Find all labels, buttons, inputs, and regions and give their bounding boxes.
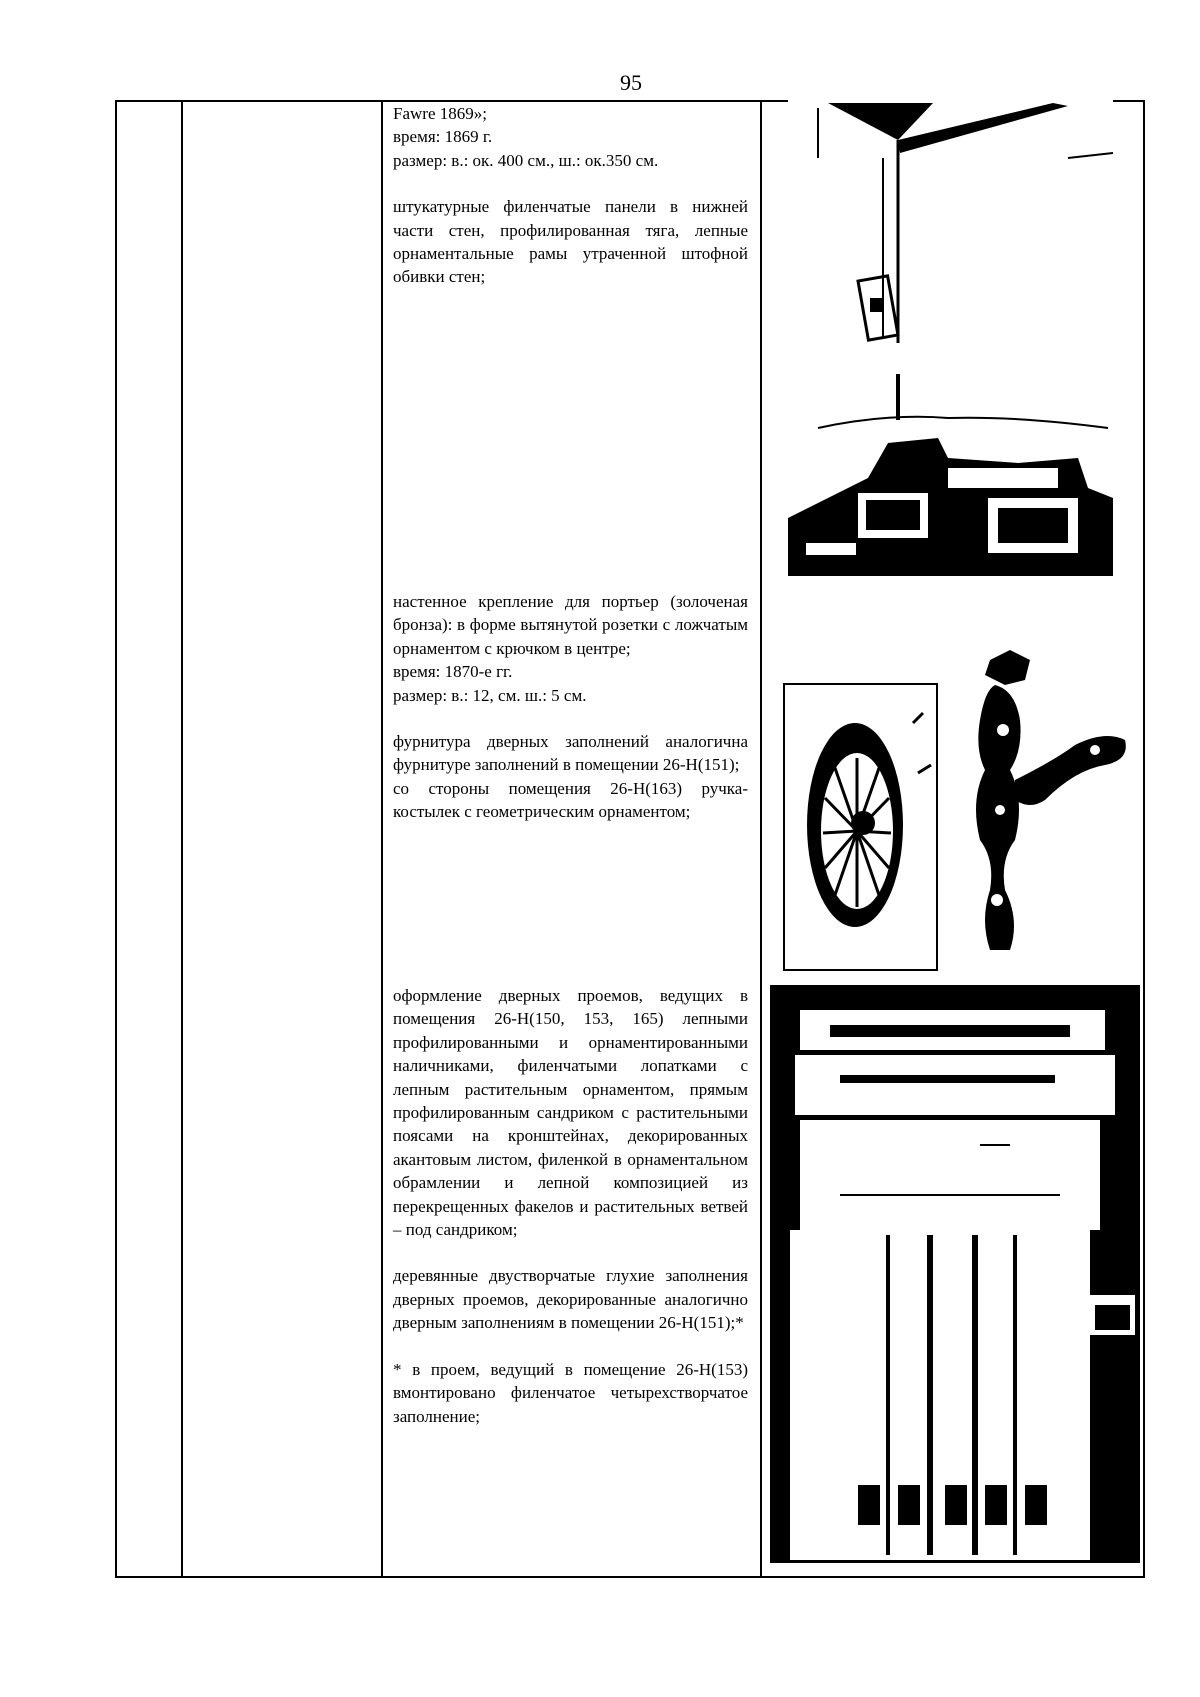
curtain-mount-description: настенное крепление для портьер (золоченая бронза): в форме вытянутой розетки с ложчатым орнаментом с крючком в центре; <box>393 592 748 658</box>
photo-curtain-rosette <box>783 683 938 971</box>
caption-line: Fawre 1869»; <box>393 104 487 123</box>
doorways-description: оформление дверных проемов, ведущих в помещения 26-Н(150, 153, 165) лепными профилированными и орнаментированными наличниками, филенчатыми лопатками с лепным растительным орнаментом, прямым профилированным сандриком с растительными поясами на кронштейнах, декорированных акантовым листом, филенкой в орнаментальном обрамлении и лепной композицией из перекрещенных факелов и растительных ветвей – под сандриком; <box>393 986 748 1240</box>
block-doorways <box>393 984 748 1428</box>
column-divider <box>381 102 383 1576</box>
block-interior-walls <box>393 102 748 289</box>
fittings-description: фурнитура дверных заполнений аналогична фурнитуре заполнений в помещении 26-Н(151); <box>393 732 748 775</box>
time-line: время: 1870-е гг. <box>393 662 513 682</box>
photo-room-corner <box>788 98 1113 576</box>
handle-description: со стороны помещения 26-Н(163) ручка-костылек с геометрическим орнаментом; <box>393 778 748 822</box>
column-divider <box>181 102 183 1576</box>
page-number: 95 <box>620 70 642 95</box>
time-line: время: 1869 г. <box>393 127 493 147</box>
walls-description: штукатурные филенчатые панели в нижней части стен, профилированная тяга, лепные орнаментальные рамы утраченной штофной обивки стен; <box>393 197 748 287</box>
block-curtain-mount <box>393 590 748 824</box>
photo-bronze-mount <box>955 650 1135 980</box>
photo-doorway <box>770 985 1140 1563</box>
size-line: размер: в.: ок. 400 см., ш.: ок.350 см. <box>393 150 659 170</box>
footnote: * в проем, ведущий в помещение 26-Н(153) вмонтировано филенчатое четырехстворчатое заполнение; <box>393 1359 748 1426</box>
doors-description: деревянные двустворчатые глухие заполнения дверных проемов, декорированные аналогично дверным заполнениям в помещении 26-Н(151);* <box>393 1266 748 1333</box>
column-divider <box>760 102 762 1576</box>
size-line: размер: в.: 12, см. ш.: 5 см. <box>393 685 587 705</box>
